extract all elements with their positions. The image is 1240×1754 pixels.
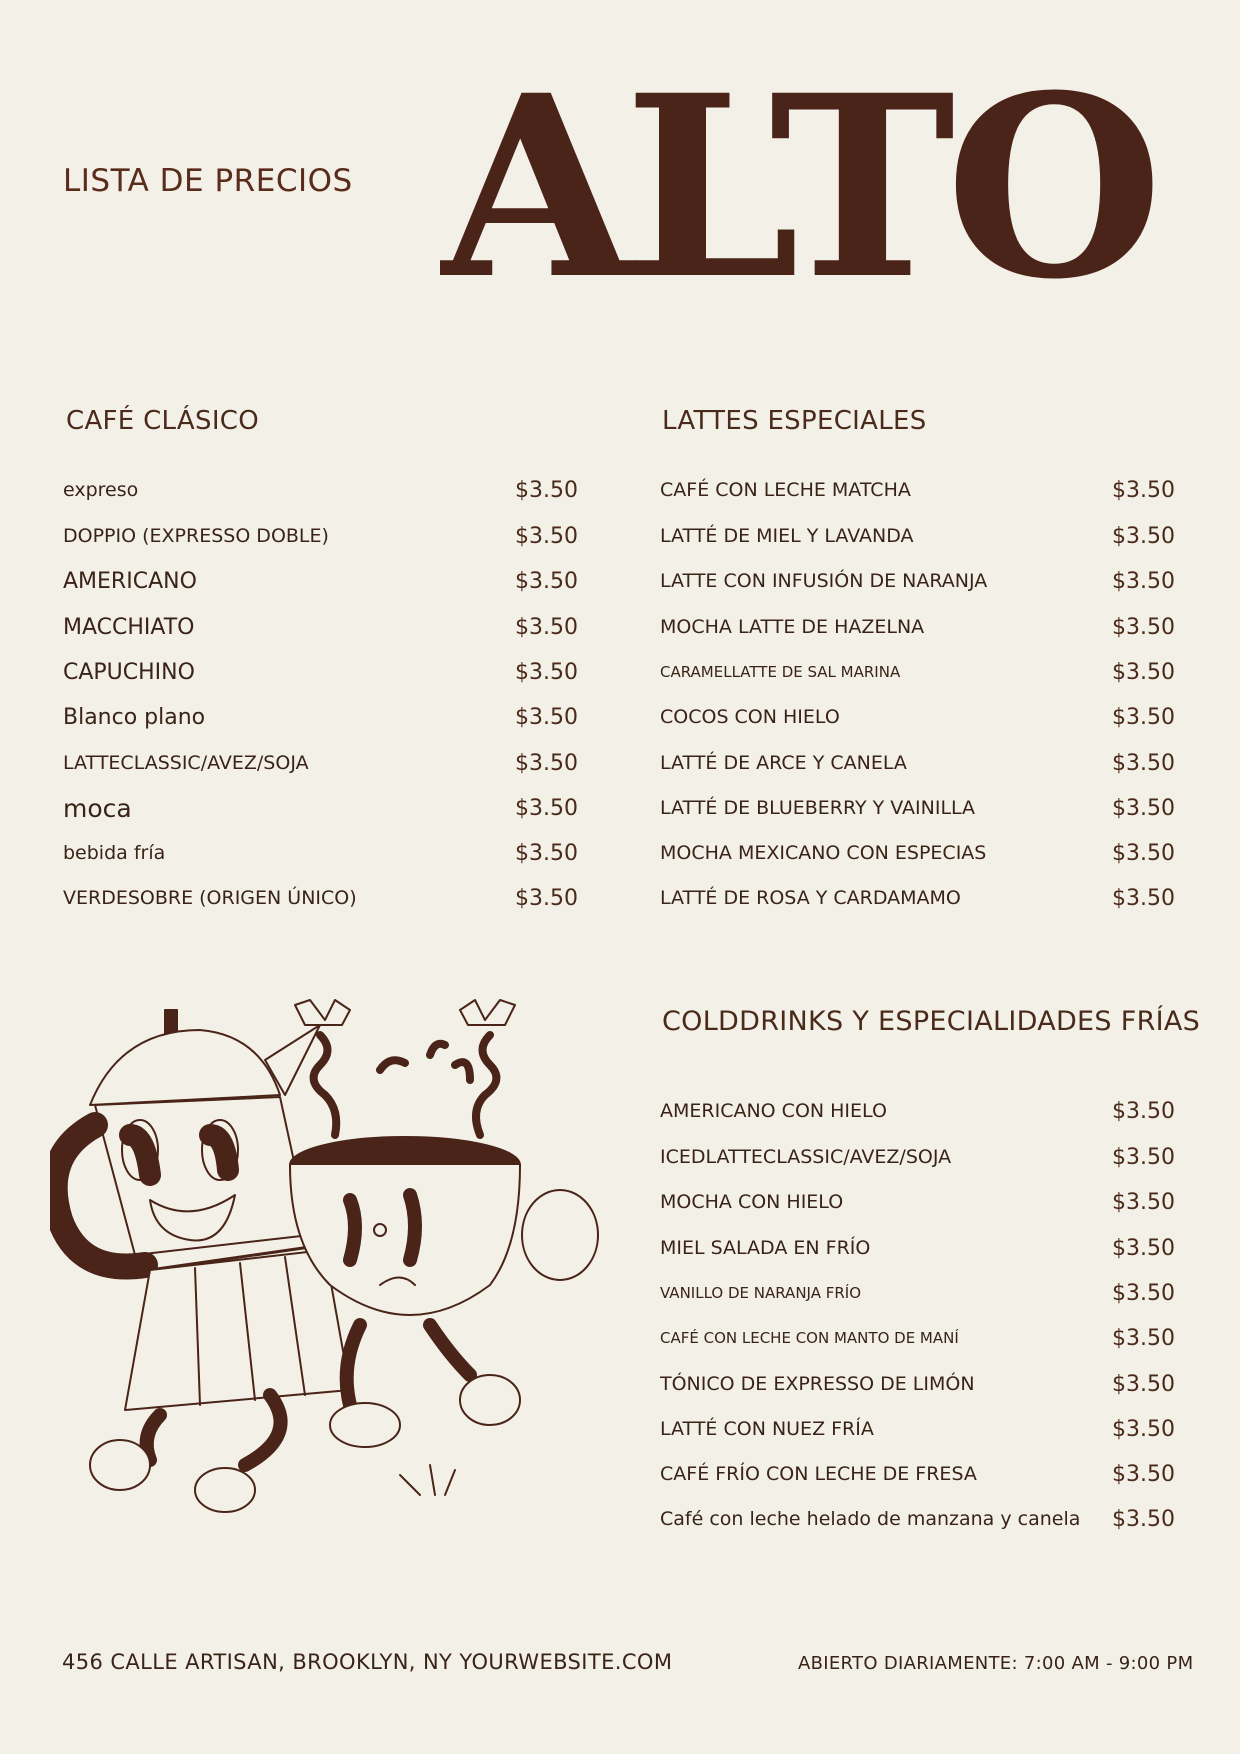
footer-address: 456 CALLE ARTISAN, BROOKLYN, NY YOURWEBSITE.COM	[62, 1650, 673, 1674]
menu-item	[63, 743, 578, 783]
menu-item	[660, 1499, 1175, 1539]
menu-item-price: $3.50	[1112, 1235, 1175, 1261]
menu-item	[660, 697, 1175, 737]
menu-item-price: $3.50	[1112, 477, 1175, 503]
menu-item-price: $3.50	[1112, 1325, 1175, 1351]
menu-item-name: LATTECLASSIC/AVEZ/SOJA	[63, 752, 309, 774]
menu-list-lattes-especiales	[660, 470, 1175, 910]
menu-item-price: $3.50	[515, 704, 578, 730]
menu-item	[660, 607, 1175, 647]
menu-item-price: $3.50	[1112, 614, 1175, 640]
menu-item-name: COCOS CON HIELO	[660, 706, 840, 728]
menu-item	[660, 1228, 1175, 1268]
menu-item-price: $3.50	[1112, 1098, 1175, 1124]
menu-item-name: DOPPIO (EXPRESSO DOBLE)	[63, 525, 329, 547]
menu-item-name: CAFÉ CON LECHE MATCHA	[660, 479, 911, 501]
menu-item	[63, 470, 578, 510]
menu-item	[63, 607, 578, 647]
menu-item-price: $3.50	[1112, 1461, 1175, 1487]
section-title-colddrinks: COLDDRINKS Y ESPECIALIDADES FRÍAS	[662, 1006, 1201, 1037]
menu-item-name: VANILLO DE NARANJA FRÍO	[660, 1284, 862, 1302]
menu-item-name: CARAMELLATTE DE SAL MARINA	[660, 663, 901, 681]
menu-item-price: $3.50	[515, 795, 578, 821]
moka-pot-character-icon	[55, 1010, 350, 1512]
coffee-cup-character-icon	[290, 1000, 598, 1495]
section-title-cafe-clasico: CAFÉ CLÁSICO	[66, 406, 260, 436]
menu-item	[660, 561, 1175, 601]
menu-item-price: $3.50	[515, 840, 578, 866]
menu-item-price: $3.50	[1112, 840, 1175, 866]
menu-item-price: $3.50	[515, 477, 578, 503]
menu-item-price: $3.50	[1112, 704, 1175, 730]
menu-item-name: LATTÉ DE ARCE Y CANELA	[660, 752, 907, 774]
menu-item	[63, 561, 578, 601]
menu-item-price: $3.50	[515, 750, 578, 776]
menu-item-price: $3.50	[1112, 523, 1175, 549]
menu-item-name: ICEDLATTECLASSIC/AVEZ/SOJA	[660, 1146, 952, 1168]
menu-item	[660, 1273, 1175, 1313]
menu-item-name: MOCHA LATTE DE HAZELNA	[660, 616, 925, 638]
menu-item-name: VERDESOBRE (ORIGEN ÚNICO)	[63, 887, 357, 909]
menu-item	[660, 1182, 1175, 1222]
logo-text: ALTO	[440, 70, 1154, 290]
menu-item-name: CAPUCHINO	[63, 659, 195, 685]
menu-item	[63, 697, 578, 737]
menu-item-price: $3.50	[1112, 795, 1175, 821]
menu-item	[660, 1454, 1175, 1494]
menu-item	[660, 833, 1175, 873]
menu-item	[63, 878, 578, 918]
menu-item-name: LATTÉ DE BLUEBERRY Y VAINILLA	[660, 797, 976, 819]
menu-item-price: $3.50	[1112, 1416, 1175, 1442]
menu-item-name: LATTÉ CON NUEZ FRÍA	[660, 1418, 874, 1440]
menu-item	[63, 516, 578, 556]
menu-item-price: $3.50	[1112, 1371, 1175, 1397]
menu-item	[660, 516, 1175, 556]
menu-item-price: $3.50	[1112, 1280, 1175, 1306]
menu-item-name: TÓNICO DE EXPRESSO DE LIMÓN	[660, 1373, 975, 1395]
coffee-characters-illustration	[50, 985, 620, 1545]
menu-list-cafe-clasico	[63, 470, 578, 910]
menu-item-price: $3.50	[515, 885, 578, 911]
menu-item-name: LATTÉ DE ROSA Y CARDAMAMO	[660, 887, 961, 909]
menu-item-name: Blanco plano	[63, 704, 206, 730]
menu-item	[660, 1137, 1175, 1177]
menu-item	[660, 788, 1175, 828]
menu-item-price: $3.50	[1112, 885, 1175, 911]
menu-item-price: $3.50	[1112, 1506, 1175, 1532]
price-list-subtitle: LISTA DE PRECIOS	[63, 163, 353, 199]
menu-item-price: $3.50	[1112, 568, 1175, 594]
menu-item-name: AMERICANO CON HIELO	[660, 1100, 887, 1122]
footer-hours: ABIERTO DIARIAMENTE: 7:00 AM - 9:00 PM	[798, 1653, 1194, 1674]
menu-item-name: CAFÉ FRÍO CON LECHE DE FRESA	[660, 1463, 977, 1485]
alto-logo	[440, 70, 1180, 290]
menu-item	[660, 652, 1175, 692]
menu-item-price: $3.50	[515, 523, 578, 549]
menu-item	[660, 470, 1175, 510]
menu-item-price: $3.50	[1112, 750, 1175, 776]
menu-item-price: $3.50	[1112, 1189, 1175, 1215]
menu-item	[660, 1091, 1175, 1131]
menu-item-name: LATTE CON INFUSIÓN DE NARANJA	[660, 570, 988, 592]
menu-item	[63, 788, 578, 828]
menu-item-name: Café con leche helado de manzana y canela	[660, 1508, 1081, 1530]
menu-item-name: moca	[63, 793, 132, 823]
menu-item-name: bebida fría	[63, 842, 166, 864]
menu-list-colddrinks	[660, 1091, 1175, 1531]
menu-item-name: CAFÉ CON LECHE CON MANTO DE MANÍ	[660, 1329, 959, 1347]
menu-item	[63, 833, 578, 873]
section-title-lattes-especiales: LATTES ESPECIALES	[662, 406, 927, 436]
menu-item-name: LATTÉ DE MIEL Y LAVANDA	[660, 525, 914, 547]
menu-item	[660, 1318, 1175, 1358]
menu-item	[660, 878, 1175, 918]
menu-item	[63, 652, 578, 692]
menu-item-price: $3.50	[515, 568, 578, 594]
menu-item-name: expreso	[63, 479, 139, 501]
menu-item-price: $3.50	[1112, 1144, 1175, 1170]
menu-item-price: $3.50	[515, 659, 578, 685]
menu-item	[660, 1364, 1175, 1404]
menu-item-price: $3.50	[1112, 659, 1175, 685]
menu-item-name: AMERICANO	[63, 568, 197, 594]
menu-item	[660, 1409, 1175, 1449]
menu-item-name: MIEL SALADA EN FRÍO	[660, 1237, 871, 1259]
menu-item-price: $3.50	[515, 614, 578, 640]
menu-item-name: MOCHA MEXICANO CON ESPECIAS	[660, 842, 987, 864]
menu-item-name: MOCHA CON HIELO	[660, 1191, 844, 1213]
menu-item-name: MACCHIATO	[63, 614, 195, 640]
menu-item	[660, 743, 1175, 783]
